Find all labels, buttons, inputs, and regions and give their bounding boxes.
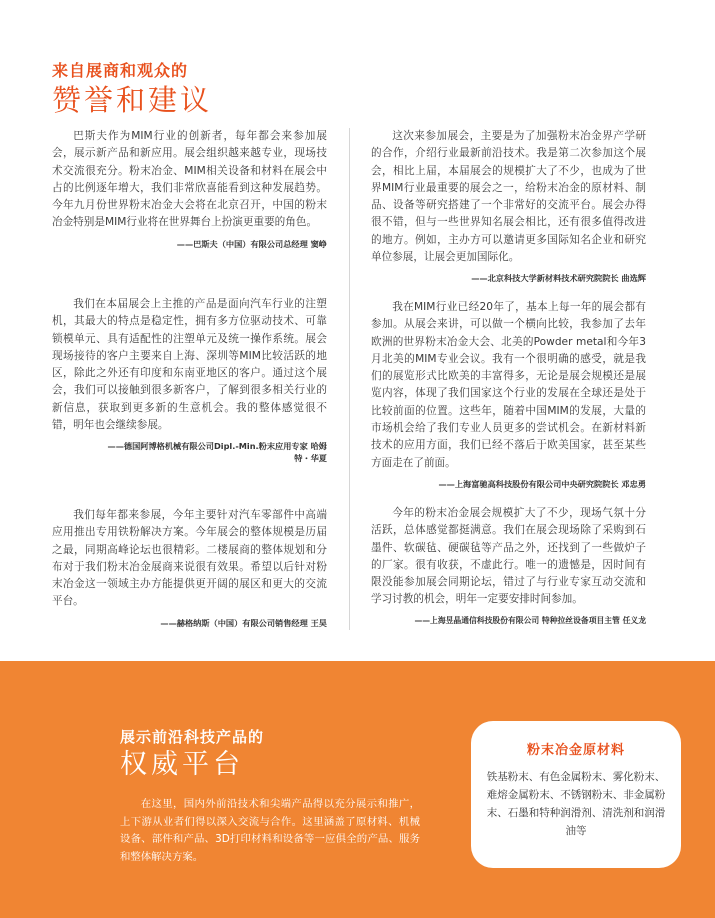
testimonial-block — [371, 128, 646, 284]
testimonial-text: 这次来参加展会，主要是为了加强粉末冶金界产学研的合作，介绍行业最新前沿技术。我是第二次参加这个展会，相比上届，本届展会的规模扩大了不少，也成为了世界MIM行业最重要的展会之一，给粉末冶金的原材料、制品、设备等研究搭建了一个非常好的交流平台。展会办得很不错，但与一些世界知名展会相比，还有很多值得改进的地方。例如，主办方可以邀请更多国际知名企业和研究单位参展，让展会更加国际化。 — [371, 130, 646, 264]
badge-text: 铁基粉末、有色金属粉末、雾化粉末、难熔金属粉末、不锈钢粉末、非金属粉末、石墨和特种润滑剂、清洗剂和润滑油等 — [486, 771, 666, 837]
testimonial-signature: ——北京科技大学新材料技术研究院院长 曲选辉 — [471, 273, 646, 284]
section-title-small: 来自展商和观众的 — [52, 61, 189, 80]
testimonial-signature: ——上海富驰高科技股份有限公司中央研究院院长 邓忠勇 — [438, 478, 646, 489]
testimonial-signature: ——上海昱晶通信科技股份有限公司 特种拉丝设备项目主管 任义龙 — [414, 615, 646, 625]
testimonial-text: 我们在本届展会上主推的产品是面向汽车行业的注塑机，其最大的特点是稳定性，拥有多方位驱动技术、可靠锁模单元、具有适配性的注塑单元及统一操作系统。展会现场接待的客户主要来自上海、深圳等MIM比较活跃的地区，除此之外还有印度和东南亚地区的客户。通过这个展会，我们可以接触到很多新客户，了解到很多相关行业的新信息，获取到更多新的生意机会。我的整体感觉很不错，明年也会继续参展。 — [52, 298, 327, 432]
testimonial-text: 我们每年都来参展，今年主要针对汽车零部件中高端应用推出专用铁粉解决方案。今年展会的整体规模是历届之最，同期高峰论坛也很精彩。二楼展商的整体规划和分布对于我们粉末冶金展商来说很有效果。希望以后针对粉末冶金这一领域主办方能提供更开阔的展区和更大的交流平台。 — [52, 509, 327, 608]
testimonial-block — [371, 505, 646, 627]
testimonial-block — [52, 296, 327, 464]
raw-materials-badge — [471, 721, 681, 868]
platform-description: 在这里，国内外前沿技术和尖端产品得以充分展示和推广，上下游从业者们得以深入交流与合作。这里涵盖了原材料、机械设备、部件和产品、3D打印材料和设备等一应俱全的产品、服务和整体解决方案。 — [120, 798, 420, 863]
testimonial-block — [371, 299, 646, 490]
section-title-large: 权威平台 — [120, 749, 244, 780]
testimonial-signature: ——巴斯夫（中国）有限公司总经理 窦峥 — [176, 238, 327, 249]
column-divider — [349, 128, 350, 630]
testimonial-signature: ——德国阿博格机械有限公司Dipl.-Min.粉末应用专家 哈姆特・华夏 — [107, 441, 327, 464]
testimonial-text: 巴斯夫作为MIM行业的创新者，每年都会来参加展会，展示新产品和新应用。展会组织越来越专业，现场技术交流很充分。粉末冶金、MIM相关设备和材料在展会中占的比例逐年增大，我们非常欣喜能看到这种发展趋势。今年九月份世界粉末冶金大会将在北京召开，中国的粉末冶金特别是MIM行业将在世界舞台上扮演更重要的角色。 — [52, 130, 327, 229]
testimonial-block — [52, 507, 327, 629]
section-heading-testimonials — [52, 60, 212, 118]
section-heading-platform — [120, 726, 264, 782]
testimonial-block — [52, 128, 327, 250]
testimonial-text: 我在MIM行业已经20年了，基本上每一年的展会都有参加。从展会来讲，可以做一个横向比较，我参加了去年欧洲的世界粉末冶金大会、北美的Powder metal和今年3月北美的MIM专业会议。我有一个很明确的感受，就是我们的展览形式比欧美的丰富得多，无论是展会规模还是展览内容，体现了我们国家这个行业的发展在全球还是处于比较前面的位置。这些年，随着中国MIM的发展，大量的市场机会给了我们专业人员更多的尝试机会。在新材料新技术的应用方面，我们已经不落后于欧美国家，甚至某些方面走在了前面。 — [371, 301, 646, 469]
section-title-large: 赞誉和建议 — [52, 83, 213, 117]
section-title-small: 展示前沿科技产品的 — [120, 728, 265, 746]
testimonial-signature: ——赫格纳斯（中国）有限公司销售经理 王昊 — [160, 617, 327, 628]
testimonial-text: 今年的粉末冶金展会规模扩大了不少，现场气氛十分活跃，总体感觉都挺满意。我们在展会现场除了采购到石墨件、软碳毡、硬碳毡等产品之外，还找到了一些做炉子的厂家。很有收获，不虚此行。唯一的遗憾是，因时间有限没能参加展会同期论坛，错过了与行业专家互动交流和学习讨教的机会，明年一定要安排时间参加。 — [371, 507, 646, 606]
badge-title: 粉末冶金原材料 — [526, 743, 625, 758]
